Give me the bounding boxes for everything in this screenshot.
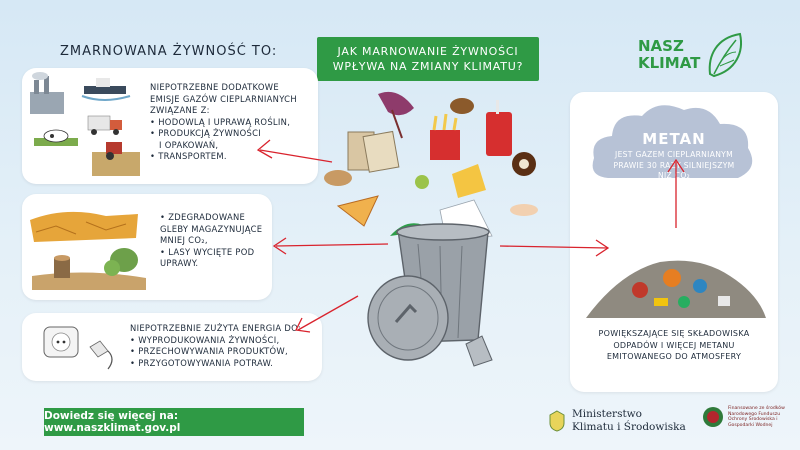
logo-line-1: NASZ	[638, 37, 684, 55]
card-2-item: • LASY WYCIĘTE POD UPRAWY.	[160, 247, 268, 270]
card-3-item: • WYPRODUKOWANIA ŻYWNOŚCI,	[130, 335, 320, 347]
ministry-line-2: Klimatu i Środowiska	[572, 421, 686, 433]
trash-can-icon	[368, 224, 492, 366]
title-line-1: JAK MARNOWANIE ŻYWNOŚCI	[337, 45, 519, 58]
fund-text: Finansowane ze środków Narodowego Funduszu Ochrony Środowiska i Gospodarki Wodnej	[728, 406, 785, 428]
card-3-intro: NIEPOTRZEBNIE ZUŻYTA ENERGIA DO:	[130, 323, 301, 333]
card-1-intro-3: ZWIĄZANE Z:	[150, 105, 210, 115]
ministry-emblem-icon	[548, 410, 566, 432]
card-1-intro-2: EMISJE GAZÓW CIEPLARNIANYCH	[150, 93, 297, 104]
ministry-logo	[548, 408, 686, 434]
food-items-icon	[324, 92, 538, 240]
card-1-item-cont: I OPAKOWAŃ,	[159, 139, 219, 150]
card-3-item: • PRZYGOTOWYWANIA POTRAW.	[130, 358, 320, 370]
title-line-2: WPŁYWA NA ZMIANY KLIMATU?	[332, 60, 524, 73]
card-2-item: • ZDEGRADOWANE GLEBY MAGAZYNUJĄCE MNIEJ CO₂,	[160, 212, 268, 247]
card-1-item: • HODOWLĄ I UPRAWĄ ROŚLIN,	[150, 117, 314, 129]
ministry-line-1: Ministerstwo	[572, 408, 642, 420]
fund-logo	[702, 406, 798, 428]
fund-emblem-icon	[702, 406, 724, 428]
card-1-intro-1: NIEPOTRZEBNE DODATKOWE	[150, 82, 279, 92]
card-1-item: • PRODUKCJĄ ŻYWNOŚCI	[150, 128, 314, 140]
card-3-item: • PRZECHOWYWANIA PRODUKTÓW,	[130, 346, 320, 358]
left-heading: ZMARNOWANA ŻYWNOŚĆ TO:	[60, 44, 278, 59]
metan-title: METAN	[642, 130, 706, 148]
metan-desc: JEST GAZEM CIEPLARNIANYM PRAWIE 30 RAZY SILNIEJSZYM NIŻ CO₂	[613, 150, 735, 180]
website-link[interactable]: Dowiedz się więcej na: www.naszklimat.gov.pl	[44, 408, 304, 436]
card-1-item: • TRANSPORTEM.	[150, 151, 314, 163]
logo-line-2: KLIMAT	[638, 54, 701, 72]
landfill-text: POWIĘKSZAJĄCE SIĘ SKŁADOWISKA ODPADÓW I WIĘCEJ METANU EMITOWANEGO DO ATMOSFERY	[598, 329, 750, 361]
